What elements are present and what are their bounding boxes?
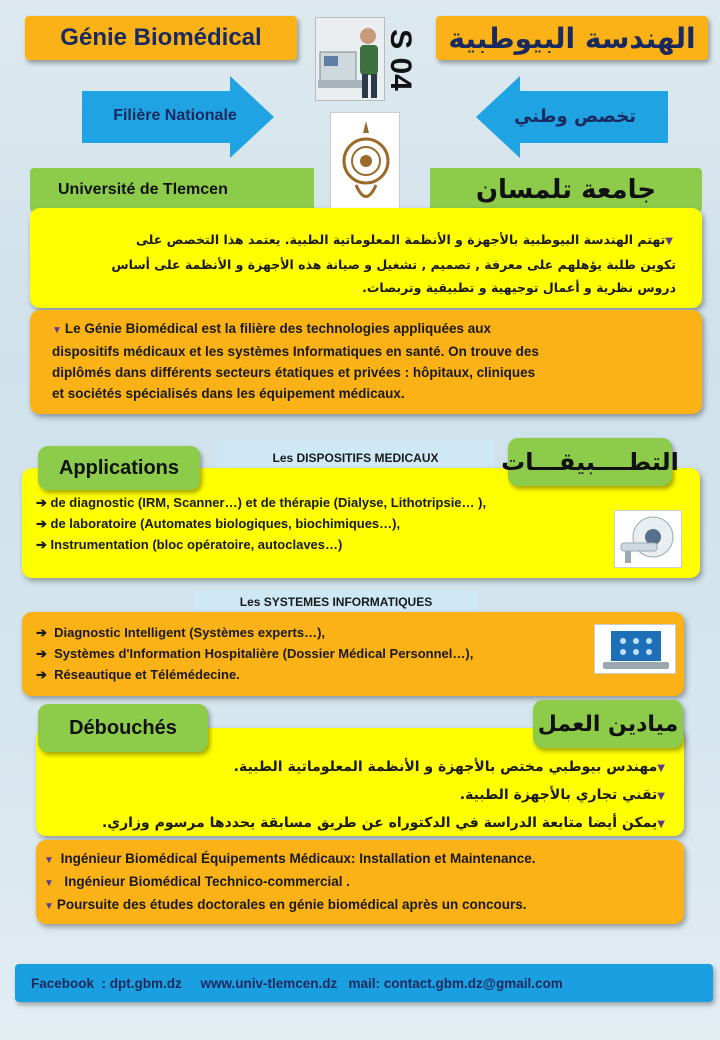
applications-title-fr: Applications bbox=[38, 446, 200, 490]
debouches-fr-box bbox=[36, 840, 684, 924]
systemes-label: Les SYSTEMES INFORMATIQUES bbox=[194, 590, 478, 614]
intro-fr-line: dispositifs médicaux et les systèmes Informatiques en santé. On trouve des bbox=[52, 344, 539, 359]
debouche-fr-item: ▼ Ingénieur Biomédical Équipements Médicaux: Installation et Maintenance. bbox=[44, 851, 536, 866]
bullet-icon: ▼ bbox=[657, 819, 665, 830]
title-fr: Génie Biomédical bbox=[25, 16, 297, 60]
university-ar: جامعة تلمسان bbox=[430, 168, 702, 212]
intro-fr-box bbox=[30, 310, 702, 414]
bullet-icon: ▼ bbox=[657, 791, 665, 802]
systeme-item: ➔ Systèmes d'Information Hospitalière (Dossier Médical Personnel…), bbox=[36, 646, 474, 661]
university-fr: Université de Tlemcen bbox=[30, 168, 314, 212]
intro-ar-line: تكوين طلبة يؤهلهم على معرفة , تصميم , تشغيل و صيانة هذه الأجهزة و الأنظمة على أساس bbox=[111, 257, 676, 272]
footer-bar bbox=[15, 964, 713, 1002]
bullet-icon: ▼ bbox=[44, 855, 54, 866]
intro-ar-box bbox=[30, 208, 702, 308]
intro-fr-line: et sociétés spécialisés dans les équipement médicaux. bbox=[52, 386, 405, 401]
mri-scanner-image bbox=[614, 510, 682, 568]
intro-ar-line: دروس نظرية و أعمال توجيهية و تطبيقية وتربصات. bbox=[362, 280, 676, 295]
dispositif-item: ➔ de diagnostic (IRM, Scanner…) et de thérapie (Dialyse, Lithotripsie… ), bbox=[36, 495, 487, 510]
bullet-icon: ▼ bbox=[665, 236, 673, 247]
program-code: S 04 bbox=[384, 29, 417, 91]
footer-contact: Facebook : dpt.gbm.dz www.univ-tlemcen.dz mail: contact.gbm.dz@gmail.com bbox=[31, 975, 563, 991]
bullet-icon: ▼ bbox=[657, 763, 665, 774]
title-ar: الهندسة البيوطبية bbox=[436, 16, 708, 60]
debouche-ar-item: ▼مهندس بيوطبي مختص بالأجهزة و الأنظمة المعلوماتية الطبية. bbox=[233, 759, 665, 775]
systemes-box bbox=[22, 612, 684, 696]
dispositif-item: ➔ de laboratoire (Automates biologiques, biochimiques…), bbox=[36, 516, 401, 531]
intro-fr-line: ▼ Le Génie Biomédical est la filière des technologies appliquées aux bbox=[52, 321, 492, 336]
debouche-ar-item: ▼تقني تجاري بالأجهزة الطبية. bbox=[459, 787, 665, 803]
intro-ar-line: ▼تهتم الهندسة البيوطبية بالأجهزة و الأنظمة المعلوماتية الطبية. يعتمد هذا التخصص على bbox=[136, 232, 673, 247]
bullet-icon: ▼ bbox=[44, 878, 54, 889]
applications-title-ar: التطــــبيقـــات bbox=[508, 438, 672, 486]
debouches-title-fr: Débouchés bbox=[38, 704, 208, 752]
debouche-ar-item: ▼يمكن أيضا متابعة الدراسة في الدكتوراه عن طريق مسابقة يحددها مرسوم وزاري. bbox=[101, 815, 665, 831]
dispositif-item: ➔ Instrumentation (bloc opératoire, autoclaves…) bbox=[36, 537, 343, 552]
systeme-item: ➔ Réseautique et Télémédecine. bbox=[36, 667, 240, 682]
debouche-fr-item: ▼ Ingénieur Biomédical Technico-commercial . bbox=[44, 874, 350, 889]
bullet-icon: ▼ bbox=[52, 325, 62, 336]
debouches-title-ar: ميادين العمل bbox=[533, 700, 683, 748]
intro-fr-line: diplômés dans différents secteurs étatiques et privées : hôpitaux, cliniques bbox=[52, 365, 536, 380]
dispositifs-label: Les DISPOSITIFS MEDICAUX bbox=[217, 440, 494, 476]
bullet-icon: ▼ bbox=[44, 901, 54, 912]
telemedicine-laptop-image bbox=[594, 624, 676, 674]
filiere-fr: Filière Nationale bbox=[113, 107, 237, 124]
debouche-fr-item: ▼ Poursuite des études doctorales en génie biomédical après un concours. bbox=[44, 897, 527, 912]
engineer-photo bbox=[315, 17, 385, 101]
systeme-item: ➔ Diagnostic Intelligent (Systèmes experts…), bbox=[36, 625, 326, 640]
filiere-ar: تخصص وطني bbox=[514, 105, 636, 127]
university-logo bbox=[330, 112, 400, 212]
